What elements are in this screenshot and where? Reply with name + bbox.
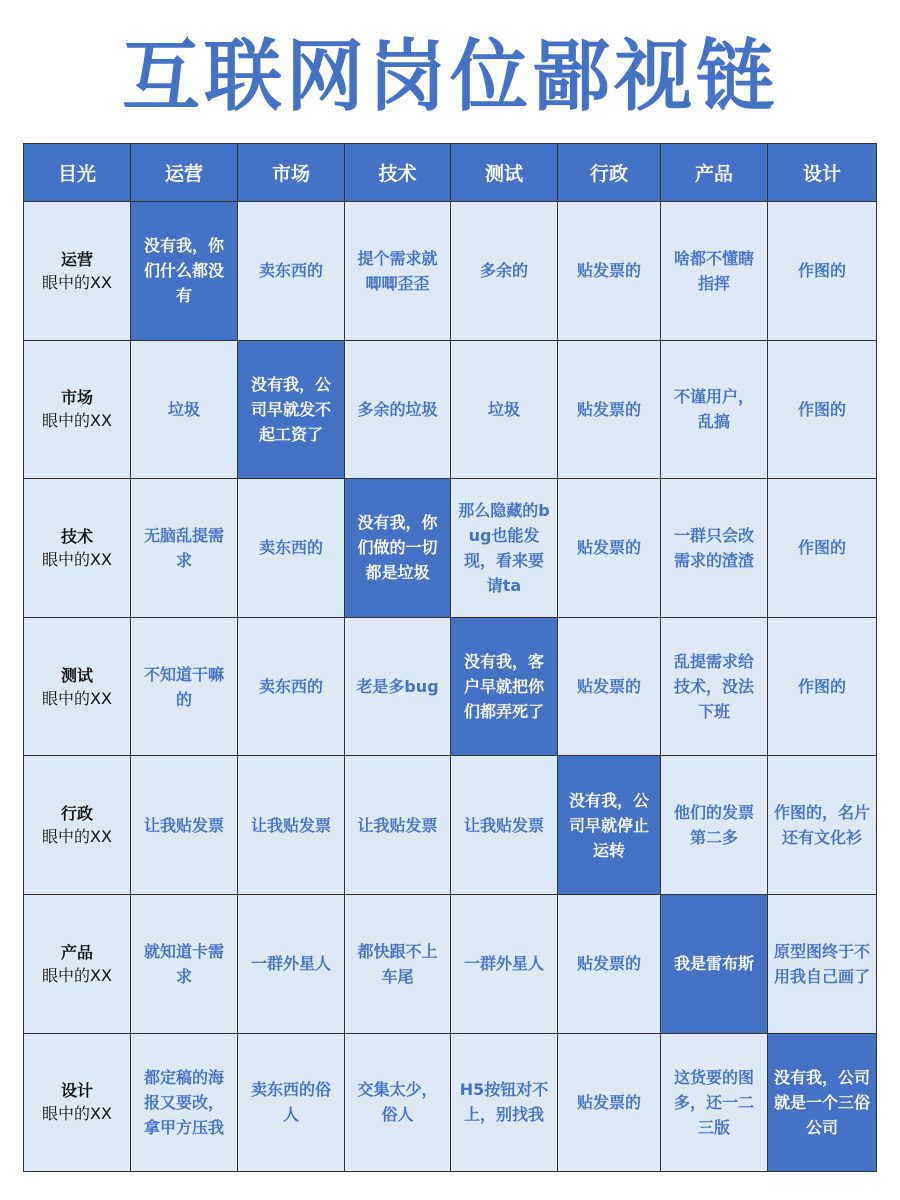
table-cell: 贴发票的 (558, 202, 661, 341)
table-cell: 让我贴发票 (131, 756, 238, 895)
row-role-subtitle: 眼中的XX (42, 272, 112, 292)
table-cell: 卖东西的俗人 (238, 1033, 345, 1172)
header-corner: 目光 (24, 144, 131, 202)
table-cell: 提个需求就唧唧歪歪 (345, 202, 451, 341)
table-cell: 那么隐藏的bug也能发现，看来要请ta (451, 479, 558, 618)
table-cell: H5按钮对不上，别找我 (451, 1033, 558, 1172)
row-role-name: 测试 (60, 665, 93, 685)
column-header: 技术 (345, 144, 451, 202)
table-row (24, 617, 877, 756)
table-cell: 交集太少，俗人 (345, 1033, 451, 1172)
table-cell-self: 没有我，你们什么都没有 (131, 202, 238, 341)
table-cell-self: 没有我，你们做的一切都是垃圾 (345, 479, 451, 618)
table-cell: 多余的垃圾 (345, 340, 451, 479)
table-cell: 乱提需求给技术，没法下班 (661, 617, 768, 756)
table-cell: 卖东西的 (238, 617, 345, 756)
table-cell: 让我贴发票 (238, 756, 345, 895)
table-cell: 他们的发票第二多 (661, 756, 768, 895)
table-cell: 贴发票的 (558, 617, 661, 756)
table-row (24, 1033, 877, 1172)
table-row (24, 202, 877, 341)
row-role-subtitle: 眼中的XX (42, 688, 112, 708)
disdain-chain-table (23, 143, 877, 1172)
row-role-name: 市场 (60, 388, 93, 408)
row-role-subtitle: 眼中的XX (42, 827, 112, 847)
table-cell: 就知道卡需求 (131, 894, 238, 1033)
table-cell: 无脑乱提需求 (131, 479, 238, 618)
column-header: 运营 (131, 144, 238, 202)
table-cell: 垃圾 (451, 340, 558, 479)
table-cell: 作图的 (768, 340, 877, 479)
row-header (24, 894, 131, 1033)
table-cell-self: 没有我，客户早就把你们都弄死了 (451, 617, 558, 756)
table-row (24, 340, 877, 479)
table-cell: 老是多bug (345, 617, 451, 756)
table-cell: 卖东西的 (238, 202, 345, 341)
table-cell: 贴发票的 (558, 1033, 661, 1172)
table-cell: 让我贴发票 (345, 756, 451, 895)
table-cell-self: 没有我，公司早就发不起工资了 (238, 340, 345, 479)
table-cell: 多余的 (451, 202, 558, 341)
column-header: 产品 (661, 144, 768, 202)
row-header (24, 617, 131, 756)
table-cell: 作图的 (768, 617, 877, 756)
row-header (24, 479, 131, 618)
row-role-name: 运营 (60, 249, 93, 269)
table-cell: 不谨用户，乱搞 (661, 340, 768, 479)
table-cell: 作图的 (768, 202, 877, 341)
table-cell: 垃圾 (131, 340, 238, 479)
table-cell: 一群外星人 (238, 894, 345, 1033)
row-role-name: 产品 (60, 942, 93, 962)
row-role-name: 设计 (60, 1081, 93, 1101)
header-row (24, 144, 877, 202)
table-cell-self: 没有我，公司早就停止运转 (558, 756, 661, 895)
row-role-subtitle: 眼中的XX (42, 1104, 112, 1124)
row-role-name: 行政 (60, 804, 93, 824)
table-cell: 一群外星人 (451, 894, 558, 1033)
column-header: 设计 (768, 144, 877, 202)
table-cell-self: 没有我，公司就是一个三俗公司 (768, 1033, 877, 1172)
column-header: 行政 (558, 144, 661, 202)
row-header (24, 340, 131, 479)
table-cell: 让我贴发票 (451, 756, 558, 895)
table-cell-self: 我是雷布斯 (661, 894, 768, 1033)
page-title: 互联网岗位鄙视链 (121, 32, 778, 122)
table-cell: 不知道干嘛的 (131, 617, 238, 756)
row-header (24, 1033, 131, 1172)
table-cell: 都定稿的海报又要改，拿甲方压我 (131, 1033, 238, 1172)
row-role-name: 技术 (60, 526, 93, 546)
table-row (24, 894, 877, 1033)
table-cell: 作图的 (768, 479, 877, 618)
table-cell: 贴发票的 (558, 340, 661, 479)
row-header (24, 756, 131, 895)
table-cell: 作图的，名片还有文化衫 (768, 756, 877, 895)
row-role-subtitle: 眼中的XX (42, 965, 112, 985)
table-cell: 啥都不懂瞎指挥 (661, 202, 768, 341)
table-cell: 贴发票的 (558, 479, 661, 618)
table-cell: 都快跟不上车尾 (345, 894, 451, 1033)
table-cell: 一群只会改需求的渣渣 (661, 479, 768, 618)
table-cell: 原型图终于不用我自己画了 (768, 894, 877, 1033)
table-row (24, 756, 877, 895)
table-cell: 卖东西的 (238, 479, 345, 618)
table-cell: 这货要的图多，还一二三版 (661, 1033, 768, 1172)
column-header: 测试 (451, 144, 558, 202)
table-cell: 贴发票的 (558, 894, 661, 1033)
row-role-subtitle: 眼中的XX (42, 411, 112, 431)
table-row (24, 479, 877, 618)
row-role-subtitle: 眼中的XX (42, 549, 112, 569)
row-header (24, 202, 131, 341)
column-header: 市场 (238, 144, 345, 202)
